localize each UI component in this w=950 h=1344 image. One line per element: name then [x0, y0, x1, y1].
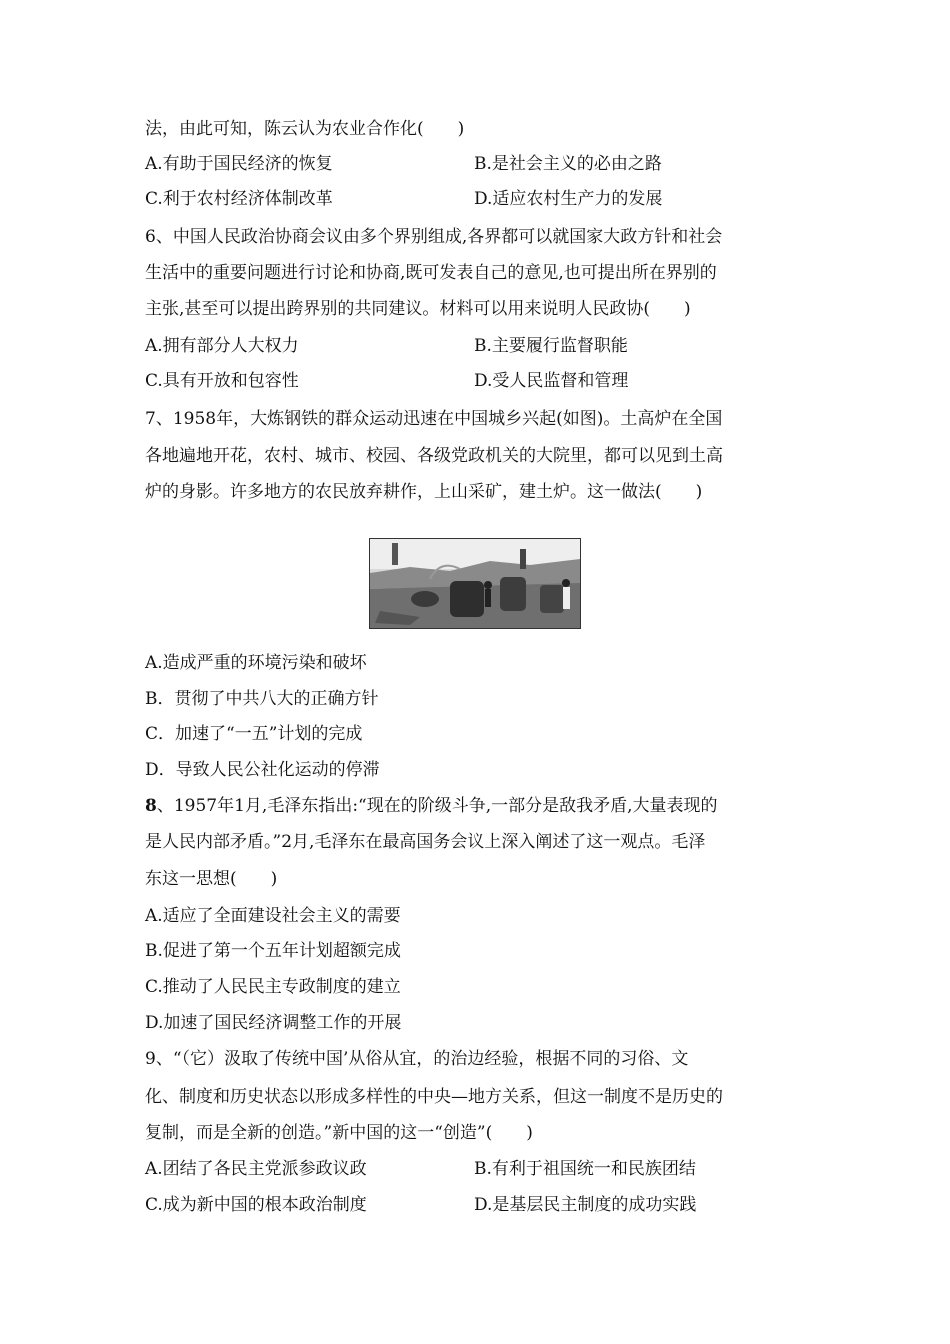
q9-stem-line-3: 复制，而是全新的创造。”新中国的这一“创造”( ): [145, 1123, 533, 1143]
q8-number: 8: [145, 796, 157, 816]
q8-stem-line-3: 东这一思想( ): [145, 869, 278, 889]
q6-option-d: D.受人民监督和管理: [474, 371, 629, 391]
q6-stem-line-3: 主张,甚至可以提出跨界别的共同建议。材料可以用来说明人民政协( ): [145, 299, 691, 319]
q9-stem-line-2: 化、制度和历史状态以形成多样性的中央—地方关系，但这一制度不是历史的: [145, 1087, 723, 1107]
q9-option-d: D.是基层民主制度的成功实践: [474, 1195, 697, 1215]
steel-furnace-photo: [369, 538, 581, 629]
q7-option-d: D．导致人民公社化运动的停滞: [145, 760, 380, 780]
q6-option-c: C.具有开放和包容性: [145, 371, 299, 391]
q7-stem-line-1: 7、1958年，大炼钢铁的群众运动迅速在中国城乡兴起(如图)。土高炉在全国: [145, 409, 723, 429]
q6-stem-line-1: 6、中国人民政治协商会议由多个界别组成,各界都可以就国家大政方针和社会: [145, 227, 723, 247]
q8-stem-text-1: 、1957年1月,毛泽东指出:“现在的阶级斗争,一部分是敌我矛盾,大量表现的: [156, 796, 718, 816]
q8-option-d: D.加速了国民经济调整工作的开展: [145, 1013, 402, 1033]
q8-stem-line-1: [145, 795, 718, 817]
q5-stem-line: 法，由此可知，陈云认为农业合作化( ): [145, 119, 465, 139]
q5-option-d: D.适应农村生产力的发展: [474, 189, 663, 209]
q7-option-b: B．贯彻了中共八大的正确方针: [145, 689, 379, 709]
q5-option-c: C.利于农村经济体制改革: [145, 189, 333, 209]
q9-stem-line-1: 9、“（它）汲取了传统中国’从俗从宜，的治边经验，根据不同的习俗、文: [145, 1049, 689, 1069]
q7-stem-line-3: 炉的身影。许多地方的农民放弃耕作，上山采矿，建土炉。这一做法( ): [145, 482, 703, 502]
q8-option-c: C.推动了人民民主专政制度的建立: [145, 977, 401, 997]
q7-option-a: A.造成严重的环境污染和破坏: [145, 653, 367, 673]
q8-stem-line-2: 是人民内部矛盾。”2月,毛泽东在最高国务会议上深入阐述了这一观点。毛泽: [145, 832, 706, 852]
q6-option-b: B.主要履行监督职能: [474, 336, 628, 356]
q9-option-b: B.有利于祖国统一和民族团结: [474, 1159, 696, 1179]
q8-option-a: A.适应了全面建设社会主义的需要: [145, 906, 401, 926]
q8-option-b: B.促进了第一个五年计划超额完成: [145, 941, 401, 961]
q9-option-c: C.成为新中国的根本政治制度: [145, 1195, 367, 1215]
q7-option-c: C．加速了“一五”计划的完成: [145, 724, 363, 744]
q6-stem-line-2: 生活中的重要问题进行讨论和协商,既可发表自己的意见,也可提出所在界别的: [145, 263, 717, 283]
q7-stem-line-2: 各地遍地开花，农村、城市、校园、各级党政机关的大院里，都可以见到土高: [145, 446, 723, 466]
q5-option-b: B.是社会主义的必由之路: [474, 154, 662, 174]
q9-option-a: A.团结了各民主党派参政议政: [145, 1159, 367, 1179]
q6-option-a: A.拥有部分人大权力: [145, 336, 299, 356]
q5-option-a: A.有助于国民经济的恢复: [145, 154, 333, 174]
